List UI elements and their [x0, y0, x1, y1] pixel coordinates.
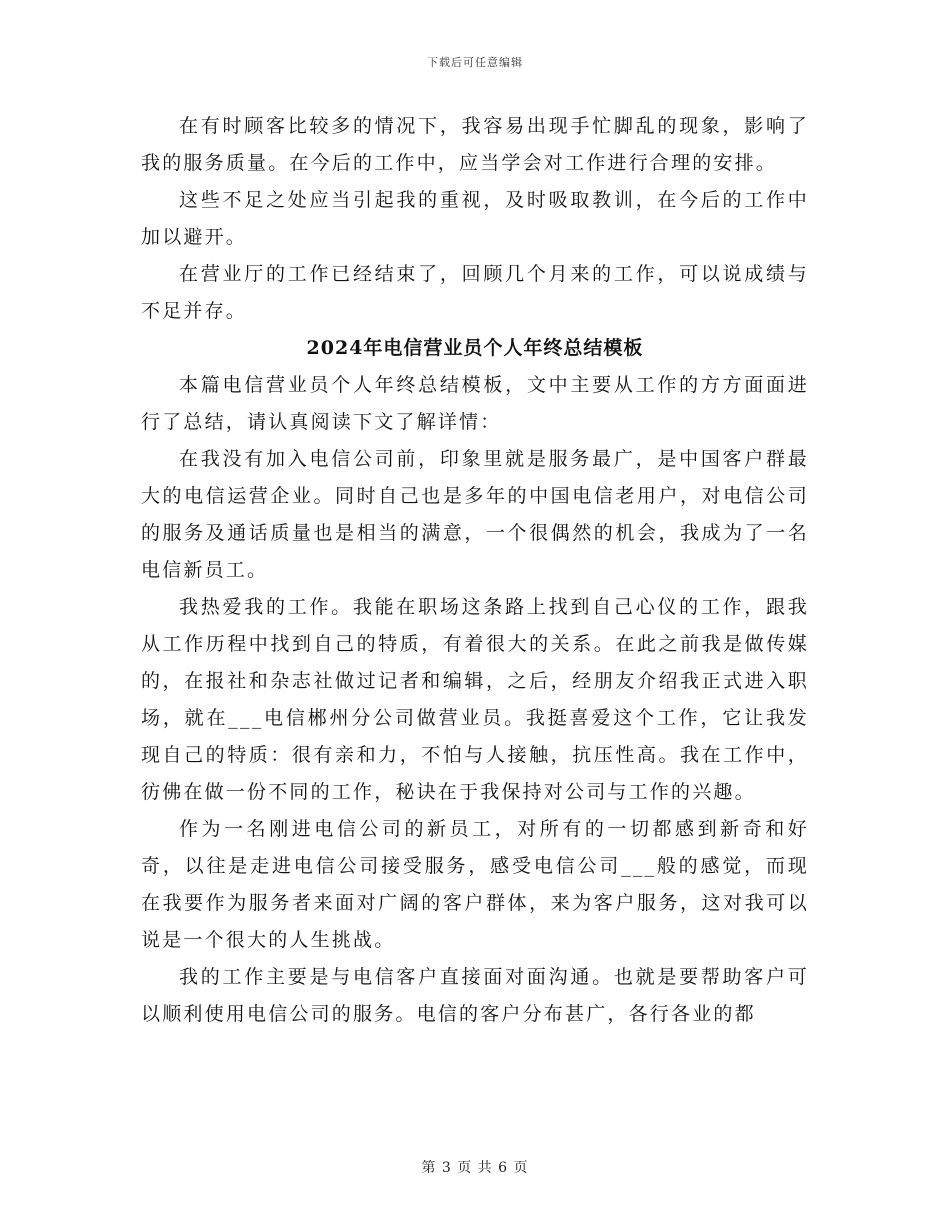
paragraph: 本篇电信营业员个人年终总结模板，文中主要从工作的方方面面进行了总结，请认真阅读下文了解详情： [141, 374, 809, 433]
paragraph: 在有时顾客比较多的情况下，我容易出现手忙脚乱的现象，影响了我的服务质量。在今后的工作中，应当学会对工作进行合理的安排。 [141, 115, 809, 174]
paragraph: 在营业厅的工作已经结束了，回顾几个月来的工作，可以说成绩与不足并存。 [141, 263, 809, 322]
document-body [141, 108, 809, 1033]
paragraph: 这些不足之处应当引起我的重视，及时吸取教训，在今后的工作中加以避开。 [141, 189, 809, 248]
page-header-note: 下载后可任意编辑 [427, 56, 523, 69]
paragraph: 作为一名刚进电信公司的新员工，对所有的一切都感到新奇和好奇，以往是走进电信公司接受服务，感受电信公司___般的感觉，而现在我要作为服务者来面对广阔的客户群体，来为客户服务，这对我可以说是一个很大的人生挑战。 [141, 818, 809, 951]
paragraph: 我的工作主要是与电信客户直接面对面沟通。也就是要帮助客户可以顺利使用电信公司的服务。电信的客户分布甚广，各行各业的都 [141, 966, 809, 1025]
section-title: 2024年电信营业员个人年终总结模板 [306, 337, 644, 359]
page-number-footer: 第 3 页 共 6 页 [421, 1160, 529, 1176]
paragraph: 我热爱我的工作。我能在职场这条路上找到自己心仪的工作，跟我从工作历程中找到自己的特质，有着很大的关系。在此之前我是做传媒的，在报社和杂志社做过记者和编辑，之后，经朋友介绍我正式进入职场，就在___电信郴州分公司做营业员。我挺喜爱这个工作，它让我发现自己的特质：很有亲和力，不怕与人接触，抗压性高。我在工作中，彷佛在做一份不同的工作，秘诀在于我保持对公司与工作的兴趣。 [141, 596, 809, 803]
paragraph: 在我没有加入电信公司前，印象里就是服务最广，是中国客户群最大的电信运营企业。同时自己也是多年的中国电信老用户，对电信公司的服务及通话质量也是相当的满意，一个很偶然的机会，我成为了一名电信新员工。 [141, 448, 809, 581]
